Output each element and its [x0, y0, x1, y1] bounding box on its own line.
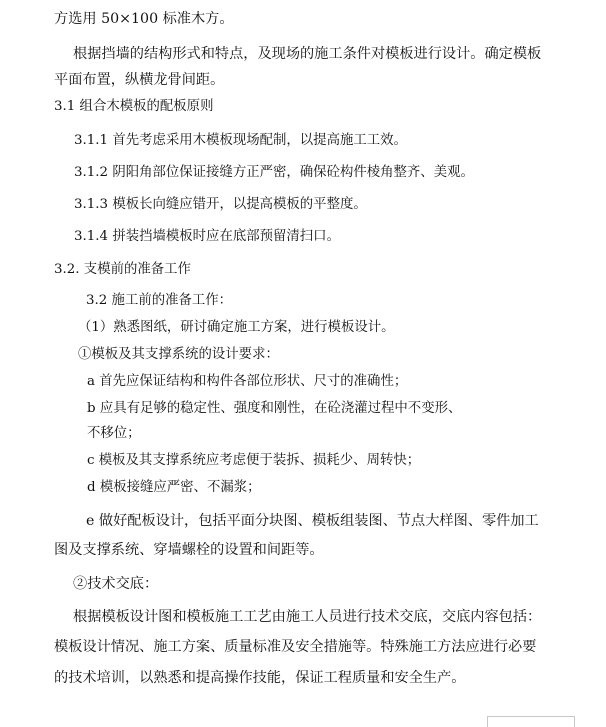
section-heading-3-2: 3.2. 支模前的准备工作: [54, 262, 191, 277]
text-line-item-c: c 模板及其支撑系统应考虑便于装拆、损耗少、周转快；: [87, 453, 421, 468]
text-line-item-e: e 做好配板设计，包括平面分块图、模板组装图、节点大样图、零件加工: [86, 513, 539, 529]
text-line-briefing-3: 的技术培训，以熟悉和提高操作技能，保证工程质量和安全生产。: [54, 670, 466, 686]
text-line-3-1-1: 3.1.1 首先考虑采用木模板现场配制，以提高施工工效。: [74, 133, 407, 148]
text-line-3-1-3: 3.1.3 模板长向缝应错开，以提高模板的平整度。: [74, 197, 367, 212]
text-line-item-a: a 首先应保证结构和构件各部位形状、尺寸的准确性；: [87, 374, 408, 389]
text-line-2: 根据挡墙的结构形式和特点，及现场的施工条件对模板进行设计。确定模板: [73, 46, 542, 62]
section-heading-3-1: 3.1 组合木模板的配板原则: [54, 99, 214, 114]
text-line-briefing-2: 模板设计情况、施工方案、质量标准及安全措施等。特殊施工方法应进行必要: [54, 639, 537, 655]
text-line-item-e-cont: 图及支撑系统、穿墙螺栓的设置和间距等。: [54, 542, 324, 558]
text-line-1: 方选用 50×100 标准木方。: [54, 11, 234, 27]
text-line-item-d: d 模板接缝应严密、不漏浆；: [87, 480, 261, 495]
text-line-3-2: 3.2 施工前的准备工作：: [86, 293, 233, 308]
text-line-prep-1: （1）熟悉图纸，研讨确定施工方案，进行模板设计。: [78, 320, 395, 335]
text-line-item-b-cont: 不移位；: [87, 426, 141, 441]
text-line-3-1-4: 3.1.4 拼装挡墙模板时应在底部预留清扫口。: [74, 229, 340, 244]
text-line-briefing-1: 根据模板设计图和模板施工工艺由施工人员进行技术交底，交底内容包括：: [73, 609, 542, 625]
text-line-3: 平面布置，纵横龙骨间距。: [54, 72, 225, 88]
text-line-tech-briefing: ②技术交底：: [73, 576, 159, 592]
text-line-item-b: b 应具有足够的稳定性、强度和刚性，在砼浇灌过程中不变形、: [87, 401, 462, 416]
page-corner-mark: [487, 716, 575, 727]
text-line-3-1-2: 3.1.2 阴阳角部位保证接缝方正严密，确保砼构件棱角整齐、美观。: [74, 165, 474, 180]
text-line-design-req: ①模板及其支撑系统的设计要求：: [78, 347, 279, 362]
